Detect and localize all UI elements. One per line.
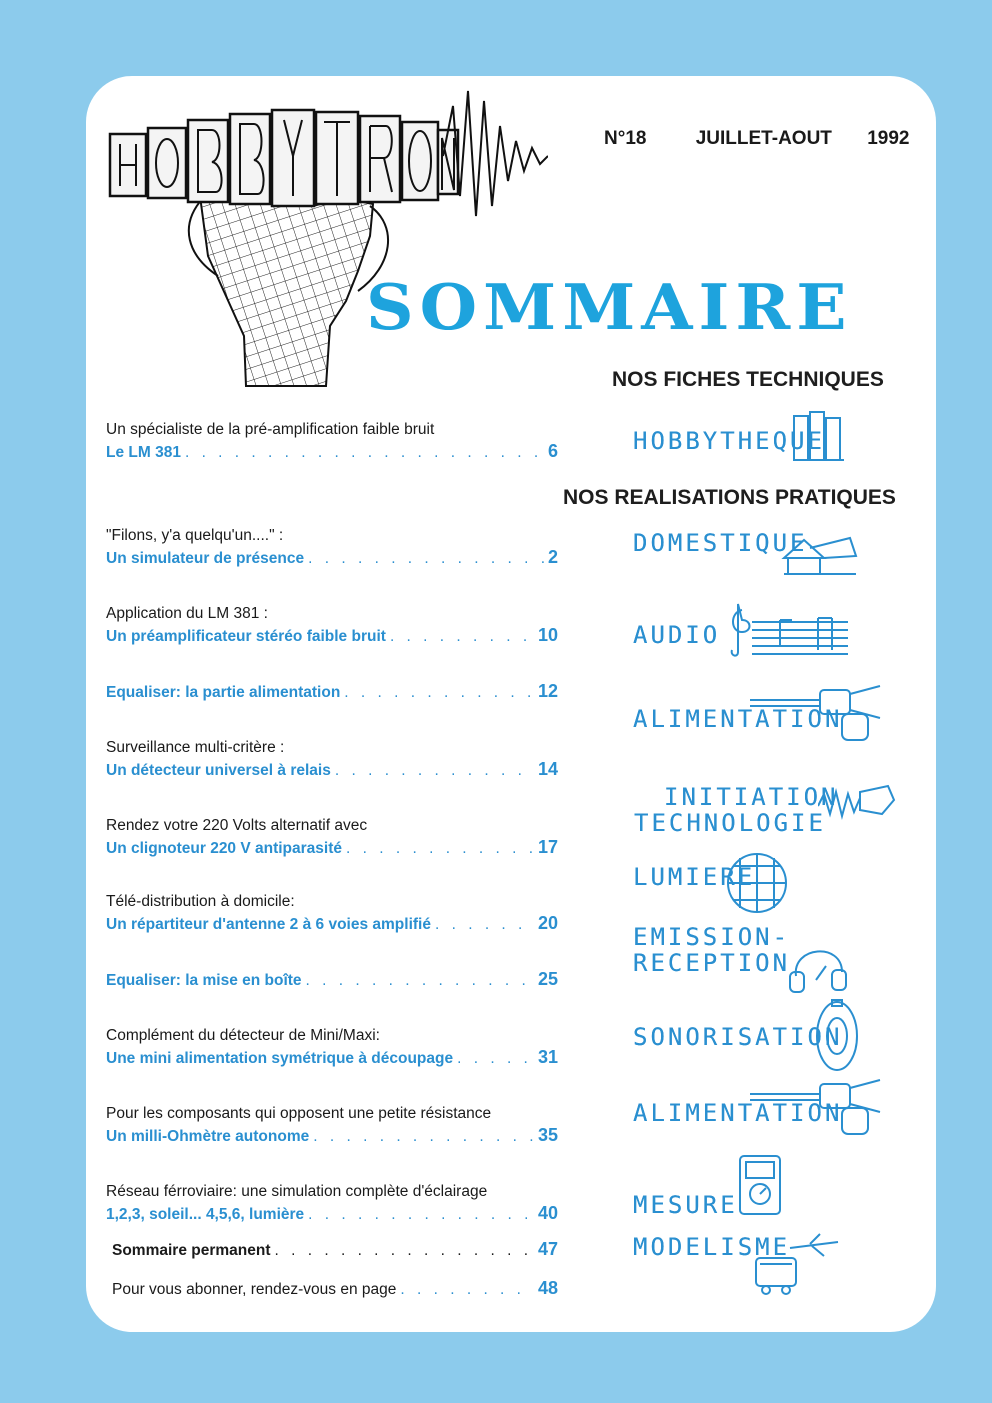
toc-entry-subtitle: Un spécialiste de la pré-amplification faible bruit: [106, 421, 435, 438]
rubric-initiation-line1: INITIATION: [664, 783, 839, 811]
rubric-emission-line1: EMISSION-: [633, 923, 791, 951]
speaker-icon: [812, 998, 862, 1074]
toc-entry-title: Un simulateur de présence: [106, 550, 305, 567]
toc-entry-title: Pour vous abonner, rendez-vous en page: [112, 1281, 397, 1298]
rubric-modelisme: MODELISME: [633, 1233, 791, 1261]
airplane-train-icon: [750, 1228, 842, 1298]
rubric-domestique: DOMESTIQUE: [633, 529, 808, 557]
leader-dots: [308, 548, 544, 570]
toc-entry-title: Un préamplificateur stéréo faible bruit: [106, 628, 386, 645]
toc-entry-page: 31: [537, 1047, 558, 1067]
toc-entry-title: Un répartiteur d'antenne 2 à 6 voies amplifié: [106, 916, 431, 933]
page-title: SOMMAIRE: [366, 269, 853, 345]
toc-entry[interactable]: [106, 968, 558, 992]
toc-entry-page: 14: [537, 759, 558, 779]
rubric-emission-line2: RECEPTION: [633, 949, 791, 977]
books-icon: [788, 408, 850, 464]
rubric-emission: [633, 924, 790, 976]
toc-entry-page: 48: [537, 1278, 558, 1298]
hobbytronic-logo: [108, 86, 548, 396]
toc-entry-subtitle: Complément du détecteur de Mini/Maxi:: [106, 1027, 380, 1044]
toc-entry-page: 20: [537, 913, 558, 933]
rubric-audio: AUDIO: [633, 621, 721, 649]
toc-entry-title: Le LM 381: [106, 444, 181, 461]
toc-entry-subtitle: Télé-distribution à domicile:: [106, 893, 295, 910]
toc-entry[interactable]: [106, 1026, 558, 1070]
toc-entry-page: 17: [537, 837, 558, 857]
toc-entry-subtitle: "Filons, y'a quelqu'un...." :: [106, 527, 284, 544]
rubric-alimentation: ALIMENTATION: [633, 705, 843, 733]
toc-entry-title: Un détecteur universel à relais: [106, 762, 331, 779]
toc-entry-page: 40: [537, 1203, 558, 1223]
toc-entry[interactable]: [106, 526, 558, 570]
toc-entry-page: 12: [537, 681, 558, 701]
toc-entry-subtitle: Réseau férroviaire: une simulation complète d'éclairage: [106, 1183, 488, 1200]
toc-entry-subtitle: Application du LM 381 :: [106, 605, 268, 622]
issue-period: JUILLET-AOUT: [695, 128, 832, 149]
toc-entry[interactable]: [106, 892, 558, 936]
toc-entry[interactable]: [106, 1182, 558, 1226]
toc-entry-subtitle: Pour les composants qui opposent une petite résistance: [106, 1105, 492, 1122]
toc-entry-title: Sommaire permanent: [112, 1242, 271, 1259]
leader-dots: [400, 1279, 534, 1301]
toc-entry-title: Un milli-Ohmètre autonome: [106, 1128, 310, 1145]
rubric-lumiere: LUMIERE: [633, 863, 756, 891]
leader-dots: [306, 970, 534, 992]
toc-entry[interactable]: [106, 420, 558, 464]
leader-dots: [185, 442, 544, 464]
rubric-mesure: MESURE: [633, 1191, 738, 1219]
toc-entry[interactable]: [106, 1104, 558, 1148]
disco-ball-icon: [724, 850, 790, 916]
toc-entry-page: 25: [537, 969, 558, 989]
toc-entry[interactable]: [106, 738, 558, 782]
toc-entry-subtitle: Rendez votre 220 Volts alternatif avec: [106, 817, 368, 834]
toc-entry-page: 35: [537, 1125, 558, 1145]
leader-dots: [457, 1048, 534, 1070]
toc-entry-page: 47: [537, 1239, 558, 1259]
rubric-alimentation-2: ALIMENTATION: [633, 1099, 843, 1127]
toc-entry-page: 6: [547, 441, 558, 461]
leader-dots: [390, 626, 534, 648]
issue-number: N°18: [604, 128, 647, 149]
leader-dots: [344, 682, 534, 704]
toc-entry[interactable]: [106, 816, 558, 860]
leader-dots: [346, 838, 534, 860]
issue-year: 1992: [867, 128, 910, 149]
leader-dots: [335, 760, 534, 782]
toc-entry[interactable]: [106, 680, 558, 704]
power-plug-icon: [750, 1076, 886, 1140]
toc-entry-title: Une mini alimentation symétrique à découpage: [106, 1050, 454, 1067]
rubric-initiation-line2: TECHNOLOGIE: [634, 809, 826, 837]
leader-dots: [435, 914, 534, 936]
toc-entry-page: 2: [547, 547, 558, 567]
toc-entry[interactable]: [106, 604, 558, 648]
toc-entry-title: 1,2,3, soleil... 4,5,6, lumière: [106, 1206, 305, 1223]
issue-info: [604, 128, 909, 150]
headphones-icon: [786, 936, 852, 996]
toc-entry-subtitle: Surveillance multi-critère :: [106, 739, 285, 756]
leader-dots: [275, 1240, 534, 1262]
rubric-sonorisation: SONORISATION: [633, 1023, 843, 1051]
rubric-hobbytheque: HOBBYTHEQUE: [633, 427, 825, 455]
hand-signal-icon: [818, 780, 896, 826]
house-icon: [780, 528, 860, 578]
toc-entry-title: Un clignoteur 220 V antiparasité: [106, 840, 343, 857]
leader-dots: [313, 1126, 534, 1148]
toc-entry-page: 10: [537, 625, 558, 645]
toc-entry-title: Equaliser: la mise en boîte: [106, 972, 302, 989]
toc-entry-title: Equaliser: la partie alimentation: [106, 684, 341, 701]
leader-dots: [308, 1204, 534, 1226]
section-realisations-pratiques: NOS REALISATIONS PRATIQUES: [563, 486, 896, 509]
toc-entry[interactable]: [112, 1238, 558, 1262]
music-notes-icon: [722, 602, 852, 658]
rubric-initiation: [634, 783, 839, 837]
power-plug-icon: [750, 682, 886, 746]
multimeter-icon: [736, 1152, 784, 1218]
section-fiches-techniques: NOS FICHES TECHNIQUES: [612, 368, 884, 391]
toc-entry[interactable]: [112, 1277, 558, 1301]
